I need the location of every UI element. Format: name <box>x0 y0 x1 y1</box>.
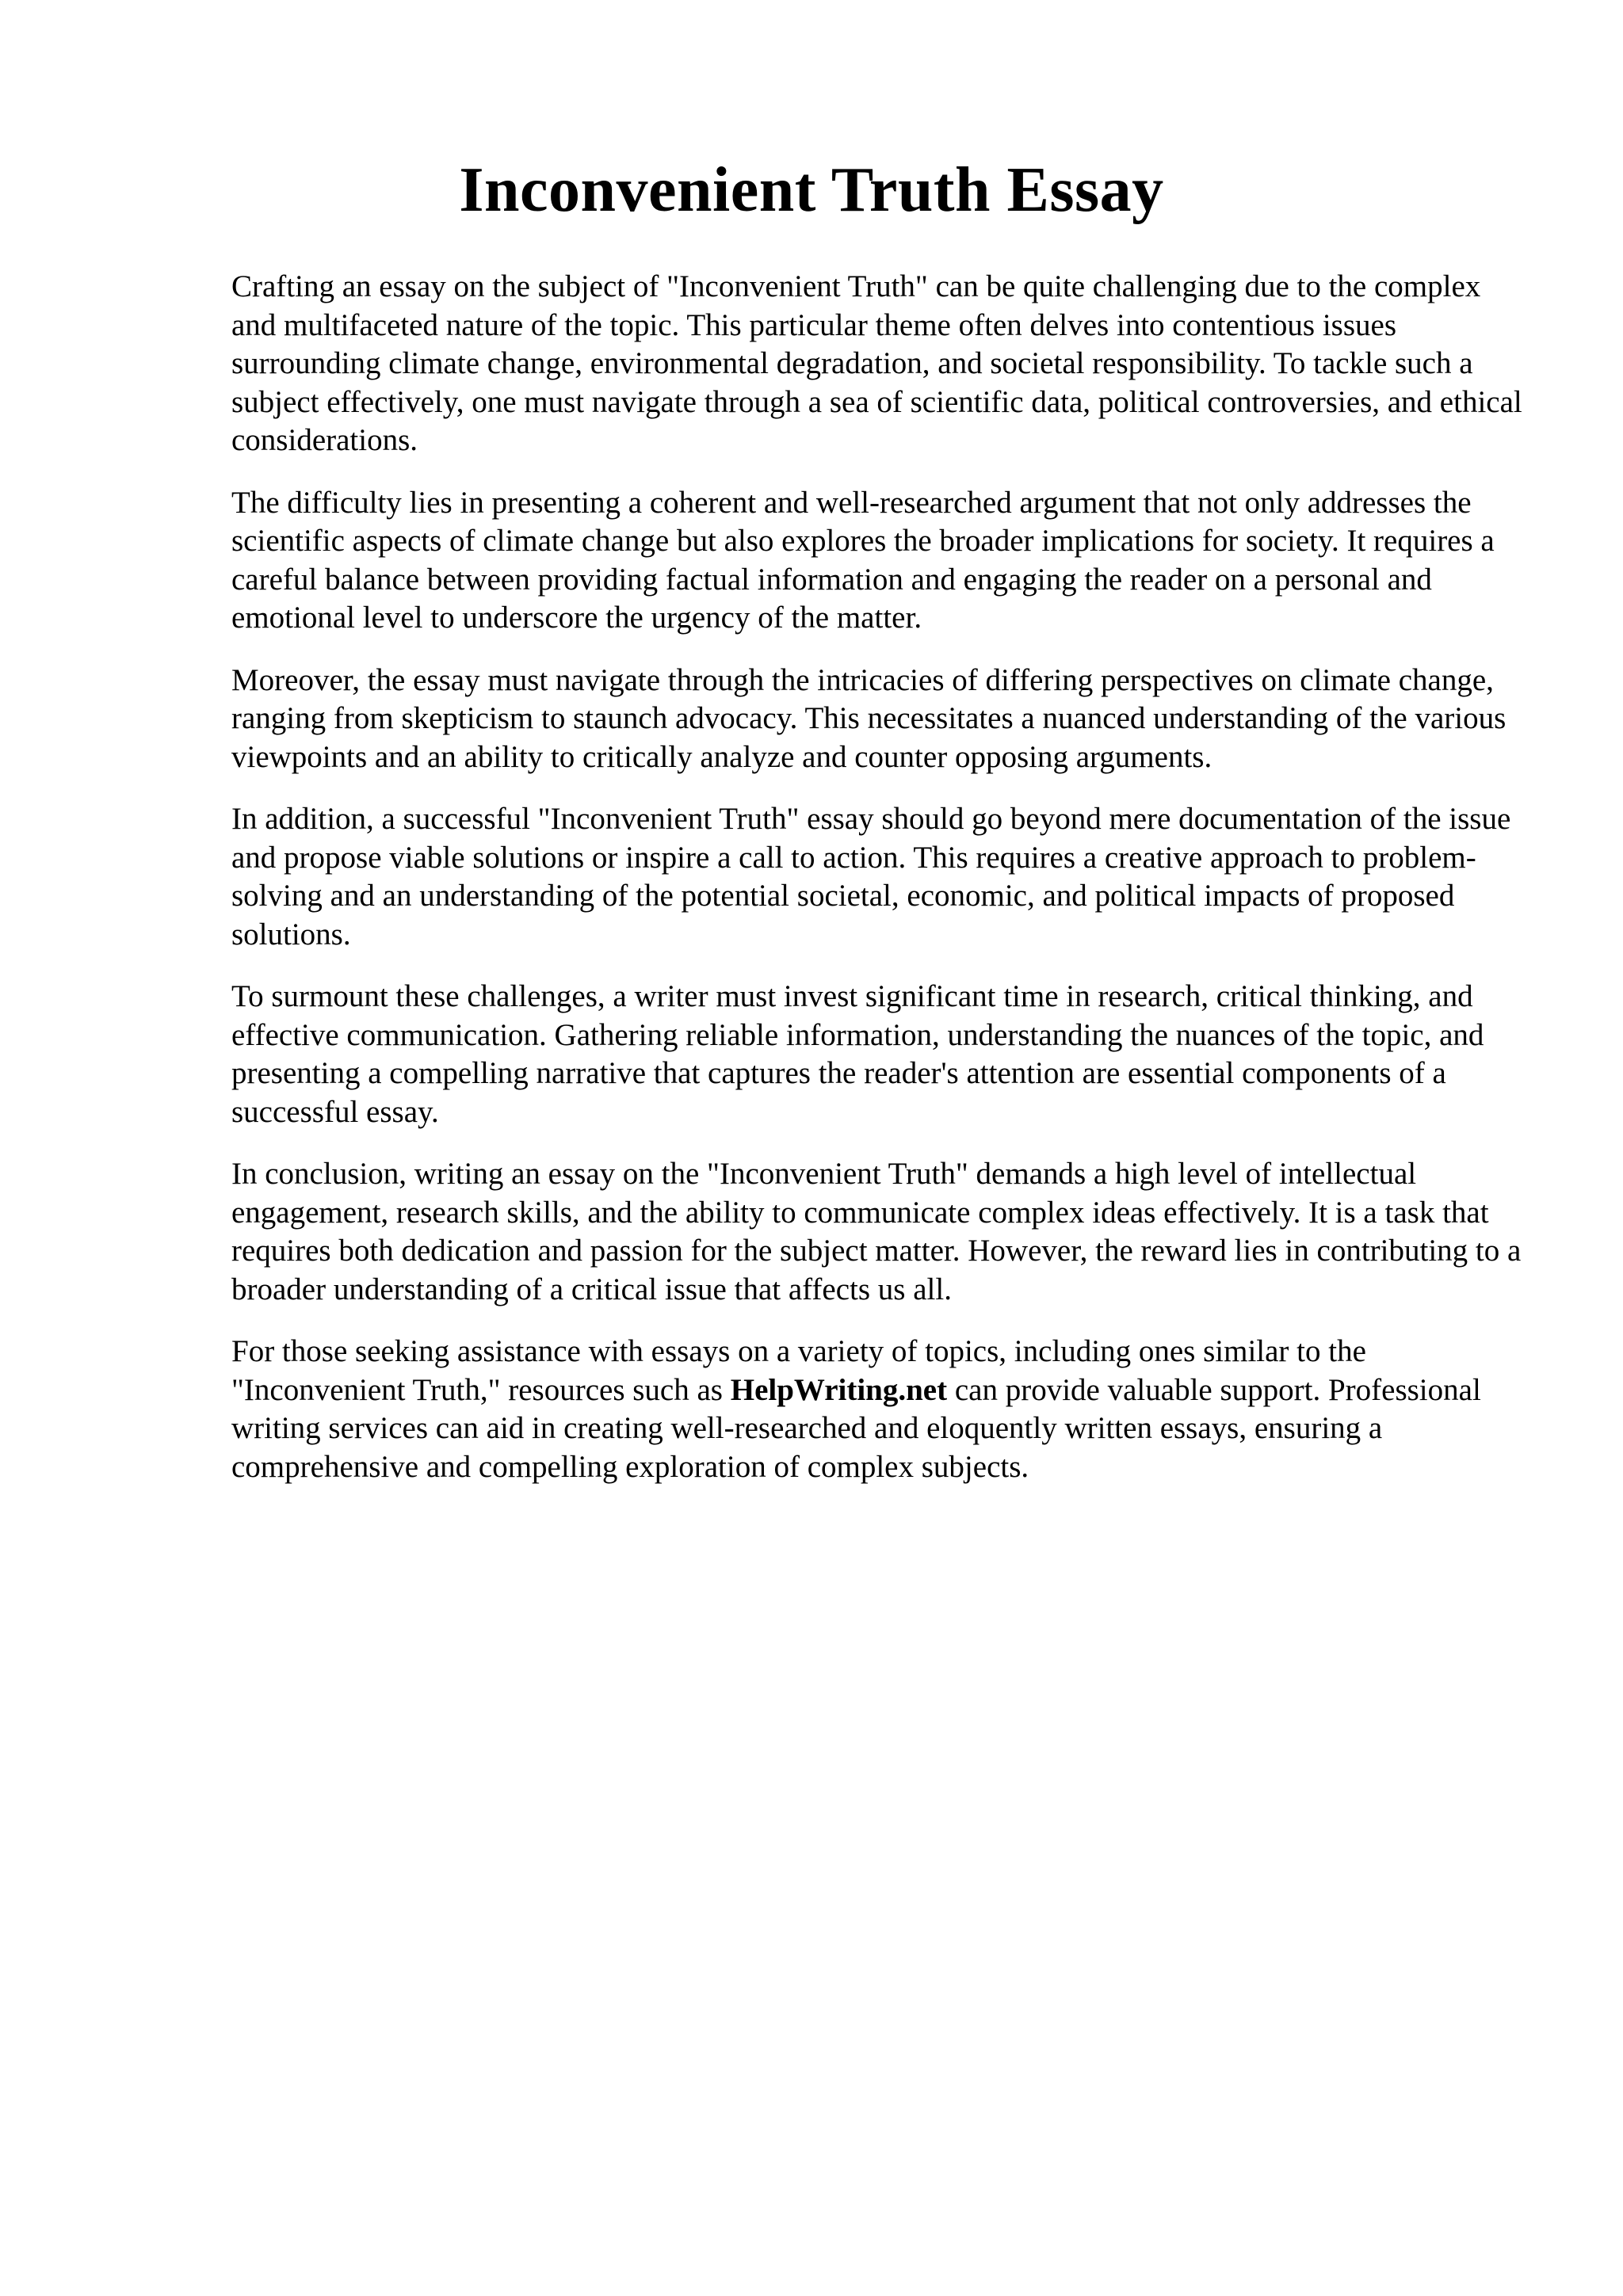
paragraph-4: In addition, a successful "Inconvenient Truth" essay should go beyond mere documentation of the issue and propose viable solutions or inspire a call to action. This requires a creative approach to problem-solving and an understanding of the potential societal, economic, and political impacts of proposed solutions. <box>231 802 1511 952</box>
paragraph-2: The difficulty lies in presenting a coherent and well-researched argument that not only addresses the scientific aspects of climate change but also explores the broader implications for society. It requires a careful balance between providing factual information and engaging the reader on a personal and emotional level to underscore the urgency of the matter. <box>231 485 1495 635</box>
paragraph-5: To surmount these challenges, a writer must invest significant time in research, critical thinking, and effective communication. Gathering reliable information, understanding the nuances of the topic, and presenting a compelling narrative that captures the reader's attention are essential components of a successful essay. <box>231 979 1484 1129</box>
essay-body <box>231 268 1531 1510</box>
paragraph-7-rest: can provide valuable support. Professional writing services can aid in creating well-researched and eloquently written essays, ensuring a comprehensive and compelling exploration of complex subjects. <box>231 1372 1481 1484</box>
helpwriting-link[interactable]: HelpWriting.net <box>730 1372 948 1407</box>
paragraph-3: Moreover, the essay must navigate through the intricacies of differing perspectives on climate change, ranging from skepticism to staunch advocacy. This necessitates a nuanced understanding of the various viewpoints and an ability to critically analyze and counter opposing arguments. <box>231 662 1507 774</box>
paragraph-7-intro: For those seeking assistance with essays on a variety of topics, including ones similar to the "Inconvenient Truth," resources such as <box>231 1334 1366 1407</box>
paragraph-1: Crafting an essay on the subject of "Inconvenient Truth" can be quite challenging due to the complex and multifaceted nature of the topic. This particular theme often delves into contentious issues surrounding climate change, environmental degradation, and societal responsibility. To tackle such a subject effectively, one must navigate through a sea of scientific data, political controversies, and ethical considerations. <box>231 269 1522 457</box>
paragraph-7 <box>231 1333 1531 1486</box>
paragraph-6: In conclusion, writing an essay on the "Inconvenient Truth" demands a high level of intellectual engagement, research skills, and the ability to communicate complex ideas effectively. It is a task that requires both dedication and passion for the subject matter. However, the reward lies in contributing to a broader understanding of a critical issue that affects us all. <box>231 1157 1522 1306</box>
document-title: Inconvenient Truth Essay <box>459 155 1164 225</box>
